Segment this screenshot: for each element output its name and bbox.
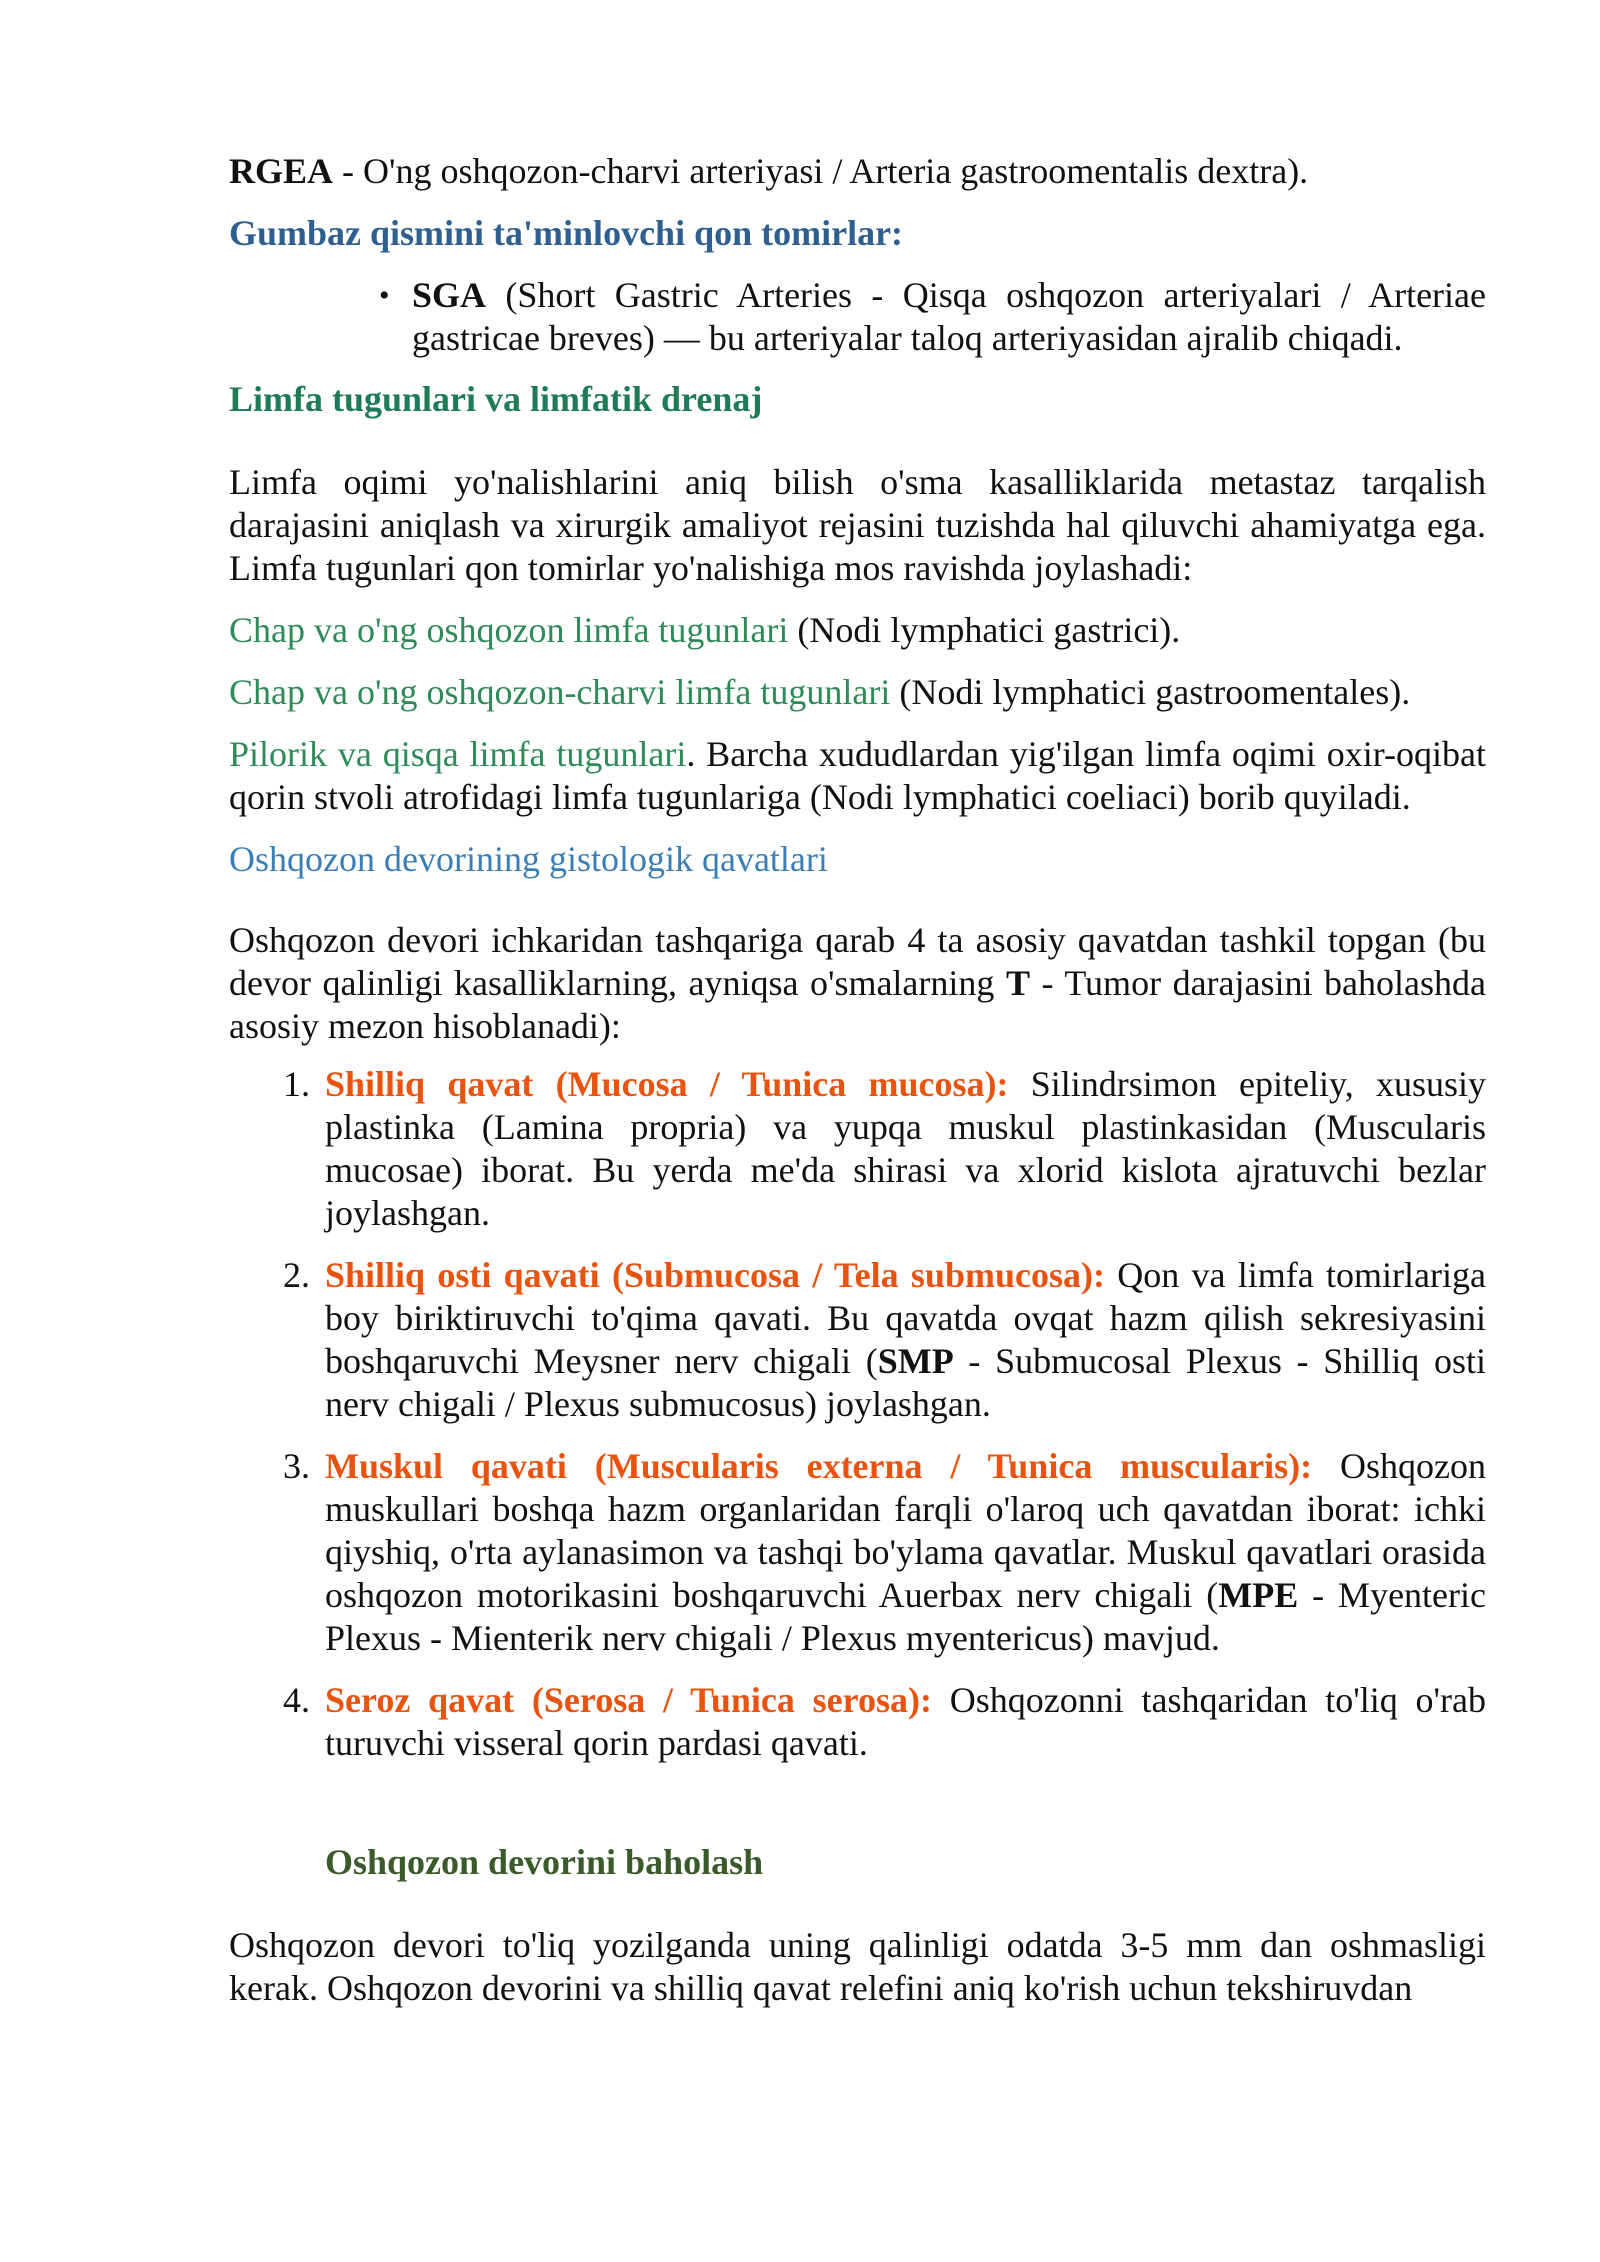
layer-item-4 [283,1679,1486,1765]
sga-bullet-item [379,274,1486,360]
layer-title: Muskul qavati (Muscularis externa / Tunica muscularis): [325,1446,1313,1486]
layer-text [325,1445,1486,1660]
layer-text [325,1679,1486,1765]
gumbaz-heading: Gumbaz qismini ta'minlovchi qon tomirlar: [229,213,904,253]
gisto-paragraph [229,919,1486,1048]
page-content [229,150,1486,2010]
limfa-heading: Limfa tugunlari va limfatik drenaj [229,379,763,419]
layer-desc: Oshqozon muskullari boshqa hazm organlaridan farqli o'laroq uch qavatdan iborat: ichki qiyshiq, o'rta aylanasimon va tashqi bo'ylama qavatlar. Muskul qavatlari orasida oshqozon motorikasini boshqaruvchi Auerbax nerv chigali ( [325,1446,1486,1615]
sga-text: (Short Gastric Arteries - Qisqa oshqozon arteriyalari / Arteriae gastricae breves) — bu arteriyalar taloq arteriyasidan ajralib chiqadi. [412,275,1486,358]
layer-desc: Qon va limfa tomirlariga boy biriktiruvchi to'qima qavati. Bu qavatda ovqat hazm qilish sekresiyasini boshqaruvchi Meysner nerv chigali ( [325,1255,1486,1381]
layer-abbr: MPE [1218,1575,1299,1615]
layer-desc-end: - Myenteric Plexus - Mienterik nerv chigali / Plexus myentericus) mavjud. [325,1575,1486,1658]
rgea-text: - O'ng oshqozon-charvi arteriyasi / Arteria gastroomentalis dextra). [333,151,1309,191]
layer-title: Shilliq osti qavati (Submucosa / Tela submucosa): [325,1255,1105,1295]
layer-number: 4. [283,1680,310,1720]
lymph-line-3-rest: . Barcha xududlardan yig'ilgan limfa oqimi oxir-oqibat qorin stvoli atrofidagi limfa tugunlariga (Nodi lymphatici coeliaci) borib quyiladi. [229,734,1486,817]
lymph-line-1-rest: (Nodi lymphatici gastrici). [788,610,1181,650]
rgea-line [229,150,1486,193]
layer-desc-end: - Submucosal Plexus - Shilliq osti nerv chigali / Plexus submucosus) joylashgan. [325,1341,1487,1424]
baholash-heading: Oshqozon devorini baholash [325,1842,764,1882]
layer-item-3 [283,1445,1486,1660]
gisto-heading: Oshqozon devorining gistologik qavatlari [229,839,828,879]
lymph-line-2-rest: (Nodi lymphatici gastroomentales). [890,672,1411,712]
layer-text [325,1063,1486,1235]
layer-title: Shilliq qavat (Mucosa / Tunica mucosa): [325,1064,1009,1104]
lymph-line-3 [229,733,1486,819]
layer-desc: Silindrsimon epiteliy, xususiy plastinka (Lamina propria) va yupqa muskul plastinkasidan (Muscularis mucosae) iborat. Bu yerda me'da shirasi va xlorid kislota ajratuvchi bezlar joylashgan. [325,1064,1486,1233]
gisto-paragraph-after: - Tumor darajasini baholashda asosiy mezon hisoblanadi): [229,963,1486,1046]
limfa-paragraph: Limfa oqimi yo'nalishlarini aniq bilish o'sma kasalliklarida metastaz tarqalish darajasini aniqlash va xirurgik amaliyot rejasini tuzishda hal qiluvchi ahamiyatga ega. Limfa tugunlari qon tomirlar yo'nalishiga mos ravishda joylashadi: [229,462,1486,588]
sga-abbr: SGA [412,275,487,315]
bullet-icon: • [379,279,390,312]
layer-abbr: SMP [877,1341,954,1381]
layer-text [325,1254,1486,1426]
lymph-line-2-colored: Chap va o'ng oshqozon-charvi limfa tugunlari [229,672,891,712]
gisto-paragraph-bold: T [1005,963,1030,1003]
lymph-line-1-colored: Chap va o'ng oshqozon limfa tugunlari [229,610,789,650]
lymph-line-3-colored: Pilorik va qisqa limfa tugunlari [229,734,687,774]
layer-number: 1. [283,1064,310,1104]
layer-title: Seroz qavat (Serosa / Tunica serosa): [325,1680,932,1720]
gisto-paragraph-before: Oshqozon devori ichkaridan tashqariga qarab 4 ta asosiy qavatdan tashkil topgan (bu devor qalinligi kasalliklarning, ayniqsa o'smalarning [229,920,1486,1003]
baholash-paragraph: Oshqozon devori to'liq yozilganda uning qalinligi odatda 3-5 mm dan oshmasligi kerak. Oshqozon devorini va shilliq qavat relefini aniq ko'rish uchun tekshiruvdan [229,1925,1486,2008]
lymph-line-1 [229,609,1486,652]
rgea-abbr: RGEA [229,151,334,191]
layer-number: 2. [283,1255,310,1295]
layer-item-2 [283,1254,1486,1426]
lymph-line-2 [229,671,1486,714]
layer-desc: Oshqozonni tashqaridan to'liq o'rab turuvchi visseral qorin pardasi qavati. [325,1680,1486,1763]
layer-item-1 [283,1063,1486,1235]
layer-number: 3. [283,1446,310,1486]
sga-text-block [412,274,1486,360]
